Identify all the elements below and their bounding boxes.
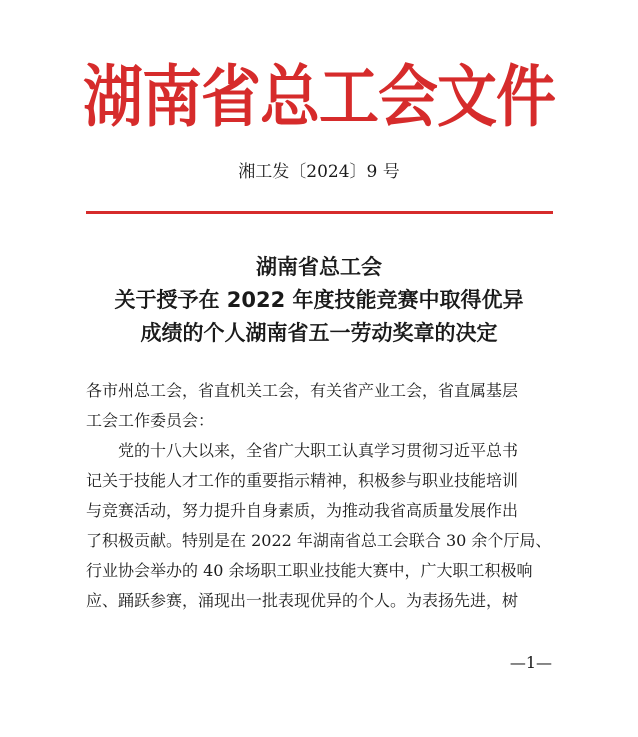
paragraph-line-1: 党的十八大以来，全省广大职工认真学习贯彻习近平总书 xyxy=(86,441,519,460)
paragraph-line-3: 与竞赛活动，努力提升自身素质，为推动我省高质量发展作出 xyxy=(86,501,519,520)
document-number: 湘工发〔2024〕9 号 xyxy=(238,162,400,182)
document-title xyxy=(0,251,638,350)
addressee-line-2: 工会工作委员会： xyxy=(86,411,215,430)
title-line-3: 成绩的个人湖南省五一劳动奖章的决定 xyxy=(140,321,498,345)
paragraph-line-2: 记关于技能人才工作的重要指示精神，积极参与职业技能培训 xyxy=(86,471,519,490)
page-number: —1— xyxy=(509,653,552,672)
paragraph-line-5: 行业协会举办的 40 余场职工职业技能大赛中，广大职工积极响 xyxy=(86,561,533,580)
addressee-line-1: 各市州总工会，省直机关工会，有关省产业工会，省直属基层 xyxy=(86,381,519,400)
paragraph-line-4: 了积极贡献。特别是在 2022 年湖南省总工会联合 30 余个厅局、 xyxy=(86,531,552,550)
title-line-2: 关于授予在 2022 年度技能竞赛中取得优异 xyxy=(114,288,524,312)
title-line-1: 湖南省总工会 xyxy=(256,255,382,279)
paragraph-line-6: 应、踊跃参赛，涌现出一批表现优异的个人。为表扬先进，树 xyxy=(86,591,519,610)
red-divider xyxy=(86,211,553,214)
document-body xyxy=(86,376,562,616)
document-masthead: 湖南省总工会文件 xyxy=(83,58,555,137)
